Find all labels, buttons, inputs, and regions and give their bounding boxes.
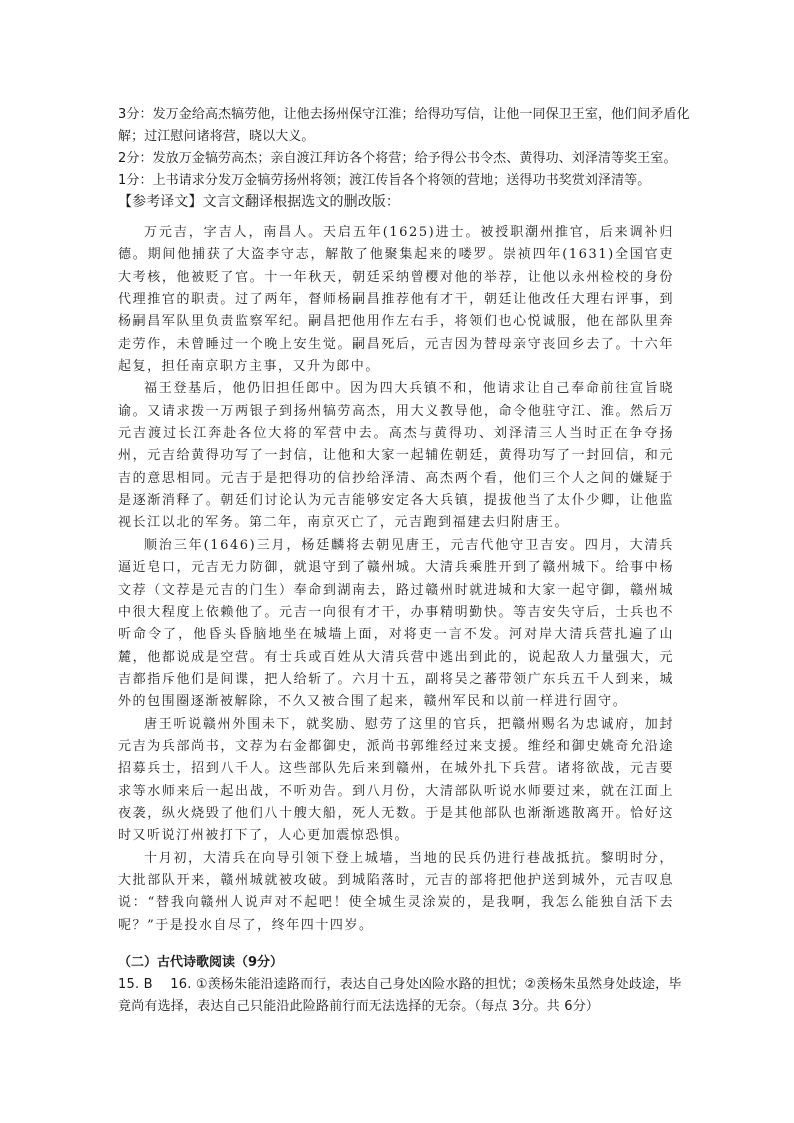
poetry-section — [118, 952, 690, 1018]
translation-paragraph: 福王登基后，他仍旧担任郎中。因为四大兵镇不和，他请求让自己奉命前往宣旨晓谕。又请求拨一万两银子到扬州犒劳高杰，用大义教导他，命令他驻守江、淮。然后万元吉渡过长江奔赴各位大将的军营中去。高杰与黄得功、刘泽清三人当时正在争夺扬州，元吉给黄得功写了一封信，让他和大家一起辅佐朝廷，黄得功写了一封回信，和元吉的意思相同。元吉于是把得功的信抄给泽清、高杰两个看，他们三个人之间的嫌疑于是逐渐消释了。朝廷们讨论认为元吉能够安定各大兵镇，提拔他当了太仆少卿，让他监视长江以北的军务。第二年，南京灭亡了，元吉跑到福建去归附唐王。 — [118, 381, 674, 531]
translation-paragraph: 十月初，大清兵在向导引领下登上城墙，当地的民兵仍进行巷战抵抗。黎明时分，大批部队开来，赣州城就被攻破。到城陷落时，元吉的部将把他护送到城外，元吉叹息说：“替我向赣州人说声对不起吧！使全城生灵涂炭的，是我啊，我怎么能独自活下去呢？”于是投水自尽了，终年四十四岁。 — [118, 850, 674, 933]
scoring-line-1pt: 1分：上书请求分发万金犒劳扬州将领；渡江传旨各个将领的营地；送得功书奖赏刘泽清等。 — [118, 173, 651, 188]
scoring-criteria — [118, 104, 690, 213]
translation-paragraph: 顺治三年(1646)三月，杨廷麟将去朝见唐王，元吉代他守卫吉安。四月，大清兵逼近皂口，元吉无力防御，就退守到了赣州城。大清兵乘胜开到了赣州城下。给事中杨文荐（文荐是元吉的门生）奉命到湖南去，路过赣州时就进城和大家一起守御，赣州城中很大程度上依赖他了。元吉一向很有才干，办事精明勤快。等吉安失守后，士兵也不听命令了，他昏头昏脑地坐在城墙上面，对将吏一言不发。河对岸大清兵营扎遍了山麓，他都说成是空营。有士兵或百姓从大清兵营中逃出到此的，说起敌人力量强大，元吉都指斥他们是间谍，把人给斩了。六月十五，副将吴之蕃带领广东兵五千人到来，城外的包围圈逐渐被解除，不久又被合围了起来，赣州军民和以前一样进行固守。 — [118, 537, 674, 710]
translation-paragraph: 万元吉，字吉人，南昌人。天启五年(1625)进士。被授职潮州推官，后来调补归德。期间他捕获了大盗李守志，解散了他聚集起来的喽罗。崇祯四年(1631)全国官吏大考核，他被贬了官。十一年秋天，朝廷采纳曾樱对他的举荐，让他以永州检校的身份代理推官的职责。过了两年，督师杨嗣昌推荐他有才干，朝廷让他改任大理右评事，到杨嗣昌军队里负责监察军纪。嗣昌把他用作左右手，将领们也心悦诚服，他在部队里奔走劳作，未曾睡过一个晚上安生觉。嗣昌死后，元吉因为替母亲守丧回乡去了。十六年起复，担任南京职方主事，又升为郎中。 — [118, 225, 674, 375]
scoring-line-2pt: 2分：发放万金犒劳高杰；亲自渡江拜访各个将营；给予得公书令杰、黄得功、刘泽清等奖王室。 — [118, 151, 677, 166]
translation-paragraph: 唐王听说赣州外围未下，就奖励、慰劳了这里的官兵，把赣州赐名为忠诚府，加封元吉为兵部尚书，文荐为右金都御史，派尚书郭维经过来支援。维经和御史姚奇允沿途招募兵士，招到八千人。这些部队先后来到赣州，在城外扎下兵营。诸将欲战，元吉要求等水师来后一起出战，不听劝告。到八月份，大清部队听说水师要过来，就在江面上夜袭，纵火烧毁了他们八十艘大船，死人无数。于是其他部队也渐渐逃散离开。恰好这时又听说汀州被打下了，人心更加震惊恐惧。 — [118, 716, 674, 844]
poetry-answer: 15. B 16. ①羡杨朱能沿逵路而行，表达自己身处凶险水路的担忧；②羡杨朱虽然身处歧途，毕竟尚有选择，表达自己只能沿此险路前行而无法选择的无奈。（每点 3分。共 6分） — [118, 977, 682, 1014]
reference-translation-heading: 【参考译文】文言文翻译根据选文的删改版： — [118, 194, 400, 210]
reference-translation — [118, 222, 674, 937]
scoring-line-3pt: 3分：发万金给高杰犒劳他，让他去扬州保守江淮；给得功写信，让他一同保卫王室，他们间矛盾化解；过江慰问诸将营，晓以大义。 — [118, 107, 690, 144]
section-title: （二）古代诗歌阅读（9分） — [118, 955, 284, 970]
